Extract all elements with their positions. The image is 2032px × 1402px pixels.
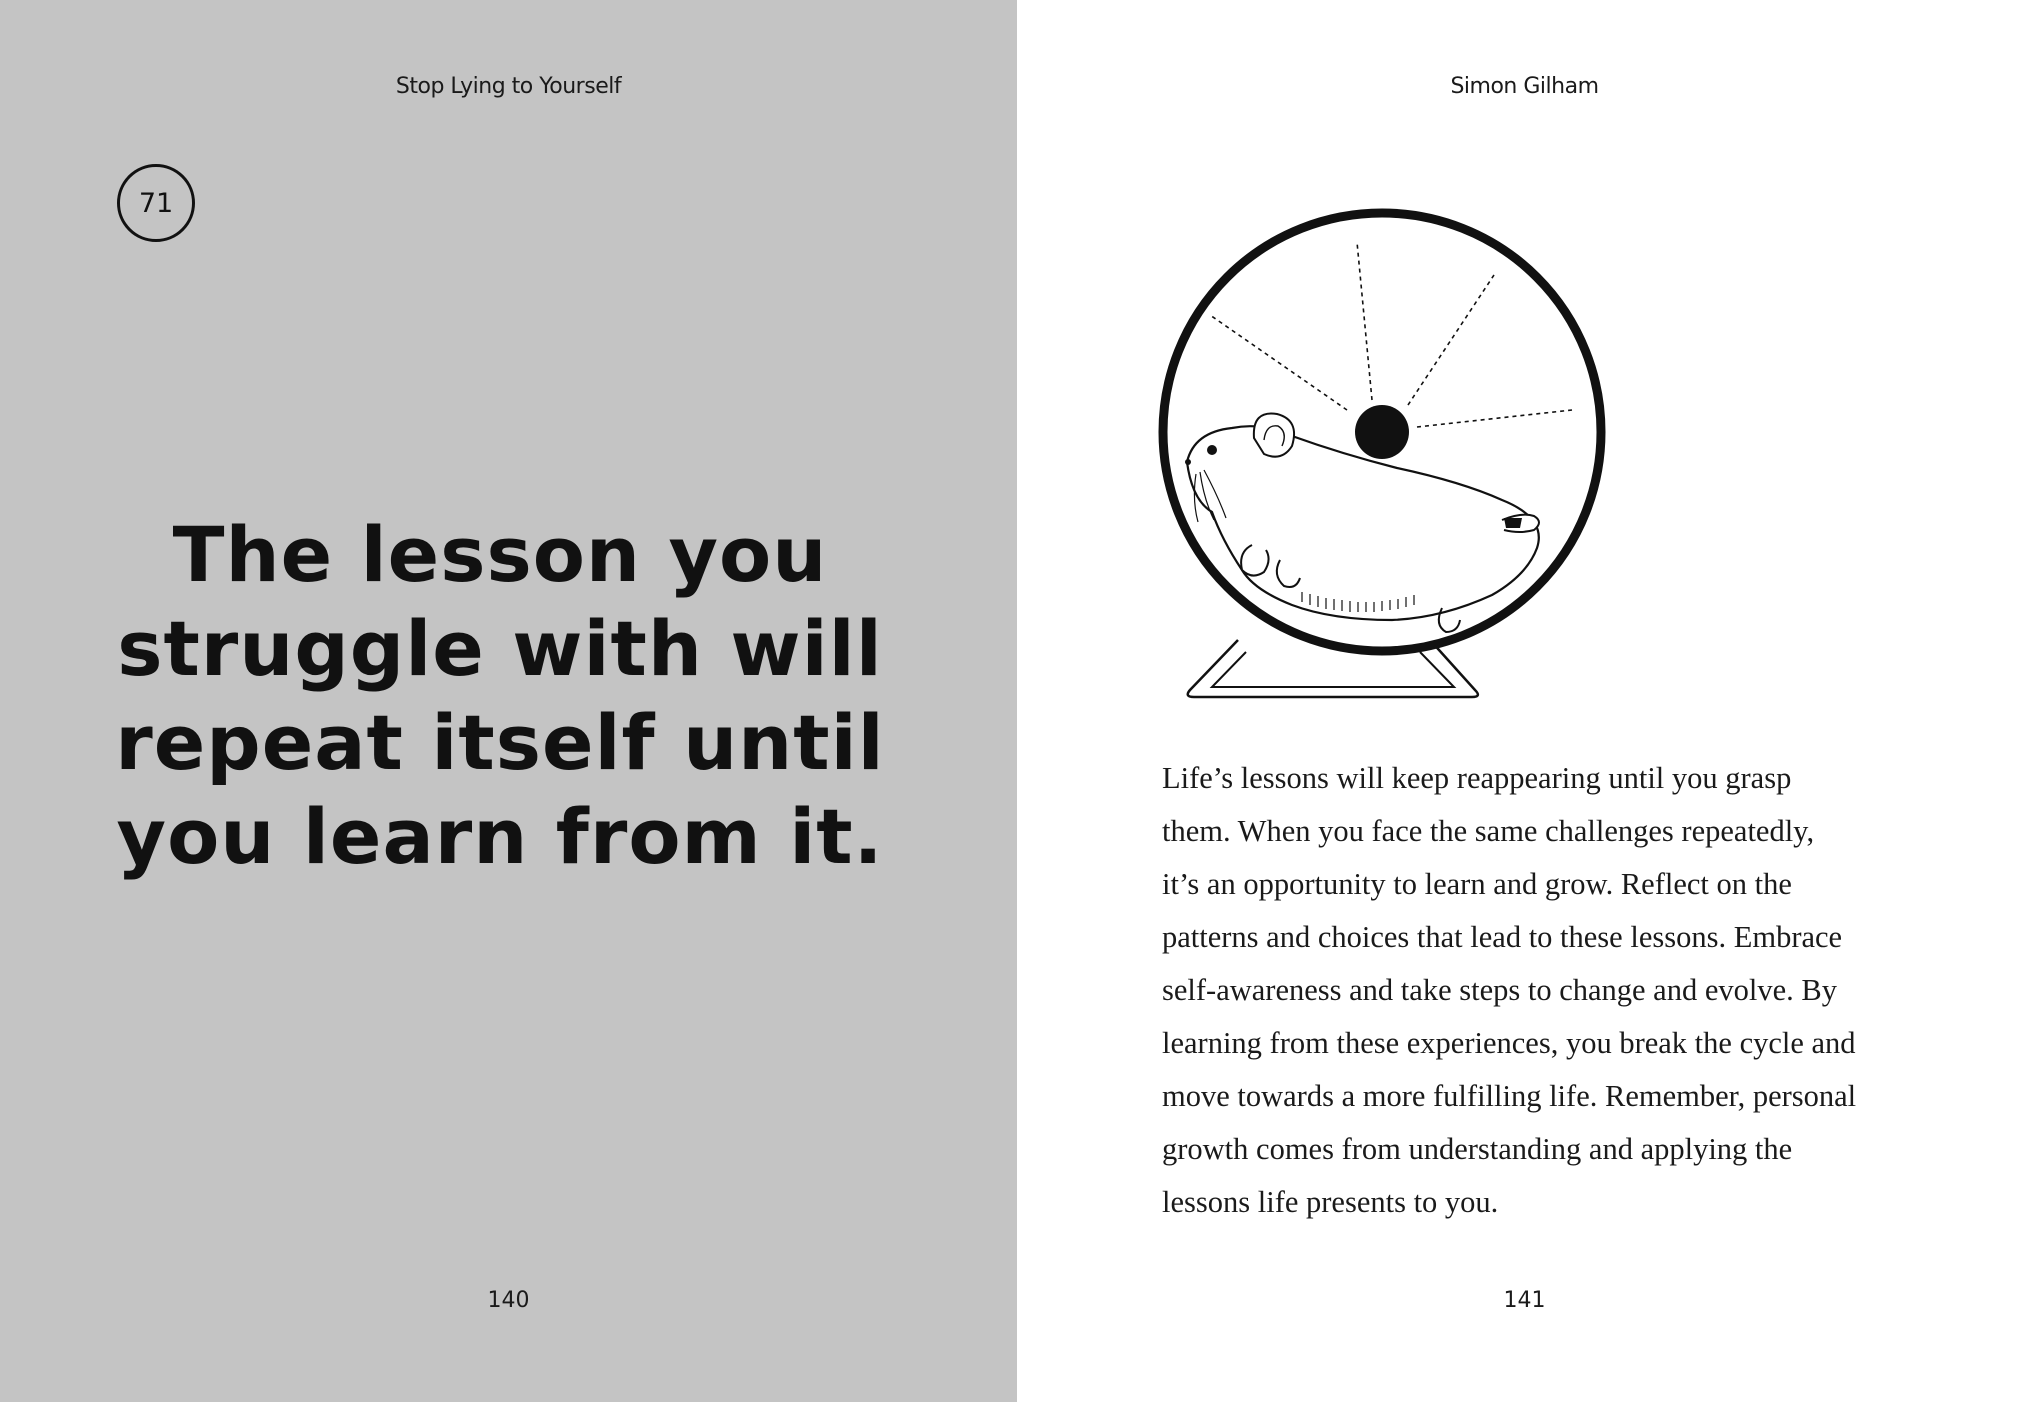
body-line: lessons life presents to you. (1162, 1185, 1499, 1219)
body-line: it’s an opportunity to learn and grow. Reflect on the (1162, 867, 1792, 901)
quote-line: struggle with will (117, 604, 883, 693)
body-text (1162, 752, 1962, 1229)
right-page (1017, 0, 2032, 1402)
page-number-right: 141 (1503, 1288, 1546, 1313)
lesson-number-badge: 71 (117, 164, 195, 242)
quote-line: repeat itself until (115, 698, 885, 787)
body-line: patterns and choices that lead to these lessons. Embrace (1162, 920, 1843, 954)
quote-line: The lesson you (172, 510, 828, 599)
running-head-author: Simon Gilham (1450, 74, 1599, 99)
body-line: Life’s lessons will keep reappearing until you grasp (1162, 761, 1792, 795)
body-line: move towards a more fulfilling life. Remember, personal (1162, 1079, 1857, 1113)
body-line: growth comes from understanding and applying the (1162, 1132, 1793, 1166)
body-line: them. When you face the same challenges repeatedly, (1162, 814, 1815, 848)
quote (100, 508, 900, 884)
page-number-left: 140 (487, 1288, 530, 1313)
body-line: self-awareness and take steps to change and evolve. By (1162, 973, 1837, 1007)
running-head-book-title: Stop Lying to Yourself (395, 74, 622, 99)
hamster-in-wheel-icon (1142, 200, 1622, 710)
quote-line: you learn from it. (116, 792, 884, 881)
body-line: learning from these experiences, you break the cycle and (1162, 1026, 1856, 1060)
